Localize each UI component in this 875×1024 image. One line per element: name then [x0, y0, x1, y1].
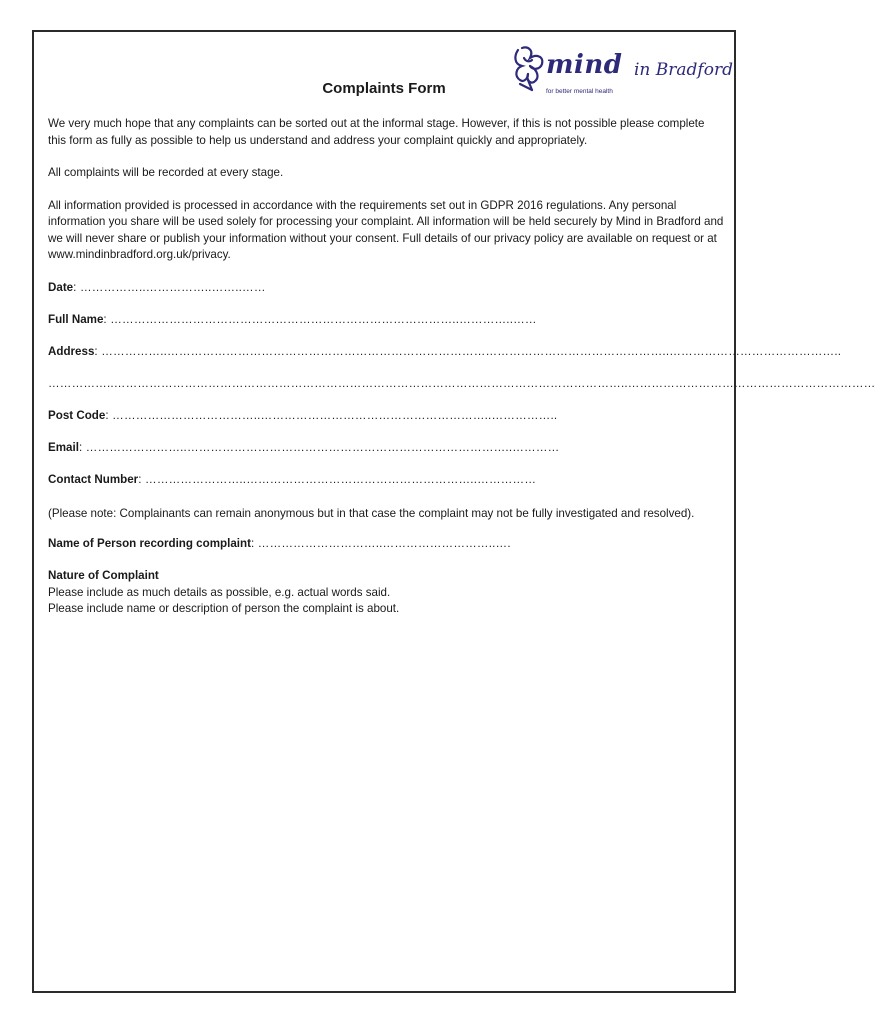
- address-label: Address: [48, 344, 95, 358]
- complaints-form-page: [32, 30, 875, 993]
- logo-place-name: in Bradford: [634, 60, 733, 80]
- nature-of-complaint-heading: Nature of Complaint: [48, 569, 159, 583]
- address-line-2-dots: ……………..…………………………………………………………………………………………………………………..………………………………………………………: [48, 376, 875, 390]
- logo-tagline: for better mental health: [546, 88, 613, 95]
- contact-number-dots: : ……………………..…………………………………………………..……………: [138, 473, 537, 487]
- recorder-name-field[interactable]: [48, 536, 724, 553]
- address-field[interactable]: [48, 344, 842, 361]
- email-label: Email: [48, 440, 79, 454]
- full-name-dots: : ……………………………………………………………………………..…………..……: [103, 312, 537, 326]
- full-name-field[interactable]: [48, 312, 724, 329]
- date-label: Date: [48, 280, 74, 294]
- nature-instruction-2: Please include name or description of person the complaint is about.: [48, 602, 400, 616]
- contact-number-field[interactable]: [48, 472, 724, 489]
- contact-number-label: Contact Number: [48, 473, 139, 487]
- nature-instruction-1: Please include as much details as possible, e.g. actual words said.: [48, 585, 391, 599]
- post-code-dots: : ………………………………..…………………………………………………..……………..: [105, 408, 558, 422]
- intro-paragraph: We very much hope that any complaints can be sorted out at the informal stage. However, if this is not possible please complete this form as fully as possible to help us understand and address your complaint quickly and appropriately.: [48, 117, 705, 147]
- address-dots: : ……………..………………………………………………………………………………………………………………..……………………………………..: [94, 344, 842, 358]
- recording-paragraph: All complaints will be recorded at every stage.: [48, 166, 284, 179]
- form-title: Complaints Form: [322, 80, 446, 97]
- post-code-label: Post Code: [48, 408, 106, 422]
- logo-wordmark: mind: [546, 50, 623, 80]
- date-field[interactable]: [48, 280, 724, 297]
- full-name-label: Full Name: [48, 312, 104, 326]
- form-body: [48, 116, 875, 618]
- post-code-field[interactable]: [48, 408, 724, 425]
- anonymity-note: (Please note: Complainants can remain anonymous but in that case the complaint may not be fully investigated and resolved).: [48, 507, 695, 521]
- gdpr-paragraph: All information provided is processed in accordance with the requirements set out in GDPR 2016 regulations. Any personal information you share will be used solely for processing your complaint. All information will be held securely by Mind in Bradford and we will never share or publish your information without your consent. Full details of our privacy policy are available on request or at www.mindinbradford.org.uk/privacy.: [48, 198, 724, 261]
- email-dots: : ……………………..………………………………………………………………………..…………: [78, 440, 560, 454]
- email-field[interactable]: [48, 440, 724, 457]
- address-line-2-field[interactable]: [48, 376, 875, 393]
- recorder-name-dots: : …………………………..………………………..….: [250, 537, 511, 551]
- recorder-name-label: Name of Person recording complaint: [48, 537, 251, 551]
- date-dots: : ……………..……………..……..……: [73, 280, 266, 294]
